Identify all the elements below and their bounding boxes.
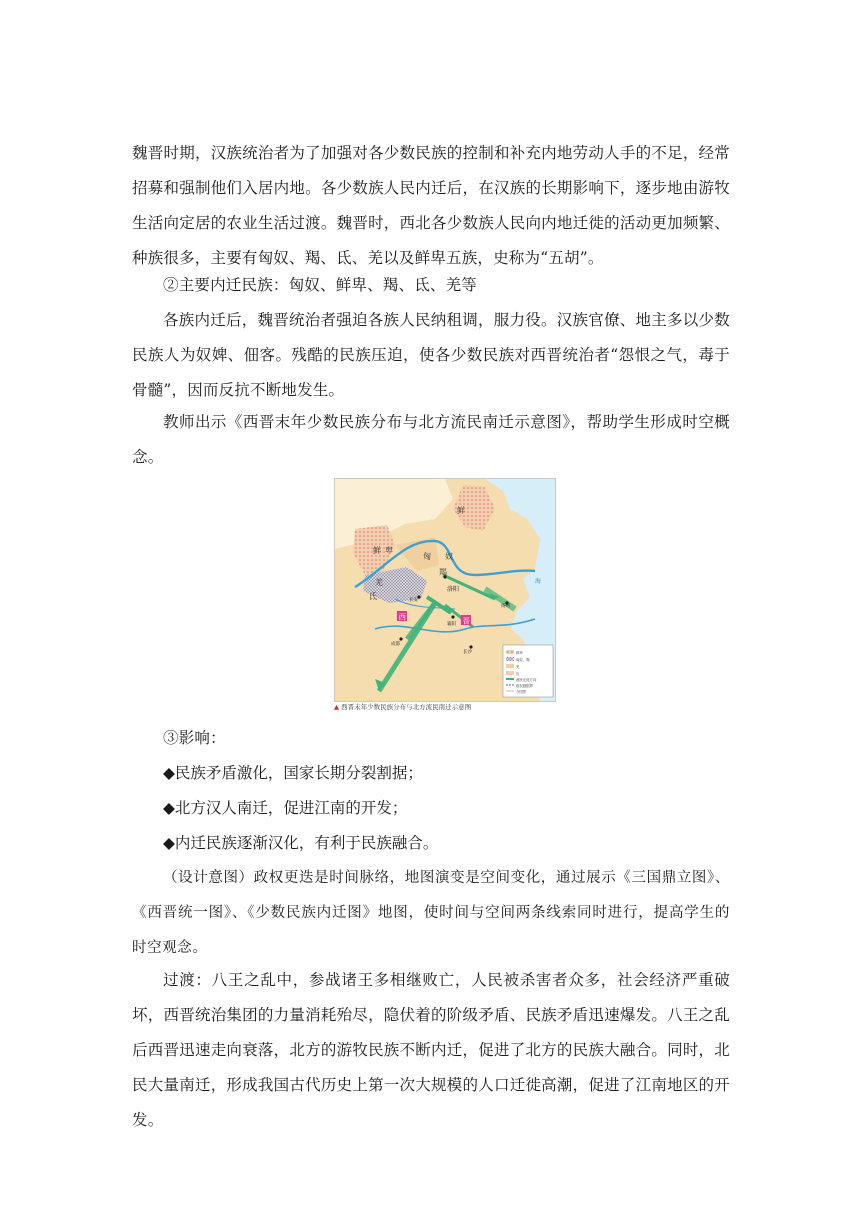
label-sea: 海 xyxy=(535,578,542,585)
label-luoyang: 洛阳 xyxy=(447,586,460,593)
label-qiang: 羌 xyxy=(375,578,383,587)
legend-xiongnu-jie: 匈奴、羯 xyxy=(516,658,530,662)
map-illustration xyxy=(335,479,555,701)
legend-regime-border: 政权割据界 xyxy=(516,684,533,688)
label-jin: 晋 xyxy=(462,616,470,626)
bullet-impact-2: ◆北方汉人南迁，促进江南的开发； xyxy=(163,799,408,817)
caption-marker: ▲ xyxy=(334,703,339,711)
bullet-impact-1: ◆民族矛盾激化，国家长期分裂割据； xyxy=(163,764,423,782)
paragraph-transition: 过渡：八王之乱中，参战诸王多相继败亡，人民被杀害者众多，社会经济严重破坏，西晋统治集团的力量消耗殆尽，隐伏着的阶级矛盾、民族矛盾迅速爆发。八王之乱后西晋迅速走向衰落，北方的游牧民族不断内迁，促进了北方的民族大融合。同时，北民大量南迁，形成我国古代历史上第一次大规模的人口迁徙高潮，促进了江南地区的开发。 xyxy=(132,971,730,1129)
label-di: 氐 xyxy=(369,592,377,601)
label-xi: 西 xyxy=(398,612,406,622)
label-yangzhou: 扬州 xyxy=(501,604,510,609)
bullet-impact-3: ◆内迁民族逐渐汉化，有利于民族融合。 xyxy=(163,834,439,852)
label-jie: 羯 xyxy=(439,568,447,577)
map-figure xyxy=(334,478,556,714)
label-xiongnu-1: 匈 xyxy=(423,552,431,561)
figure-caption xyxy=(334,702,556,711)
legend-qiang: 羌 xyxy=(516,665,520,669)
paragraph-main-ethnic-groups: ②主要内迁民族：匈奴、鲜卑、羯、氐、羌等 xyxy=(163,276,478,294)
legend-national-border: 今国界 xyxy=(516,690,527,694)
paragraph-design-intent: （设计意图）政权更迭是时间脉络，地图演变是空间变化，通过展示《三国鼎立图》、《西晋统一图》、《少数民族内迁图》地图，使时间与空间两条线索同时进行，提高学生的时空观念。 xyxy=(132,870,730,956)
label-changsha: 长沙 xyxy=(463,650,472,655)
label-xiangyang: 襄阳 xyxy=(447,622,456,627)
label-xianbei-top: 鲜 xyxy=(457,506,465,515)
legend-di: 氐 xyxy=(516,672,520,676)
legend-xianbei: 鲜卑 xyxy=(516,651,523,655)
label-xiongnu-2: 奴 xyxy=(445,552,453,561)
paragraph-impact-heading: ③影响： xyxy=(163,729,226,747)
paragraph-oppression: 各族内迁后，魏晋统治者强迫各族人民纳租调，服力役。汉族官僚、地主多以少数民族人为奴婢、佃客。残酷的民族压迫，使各少数民族对西晋统治者“怨恨之气，毒于骨髓”，因而反抗不断地发生。 xyxy=(132,311,730,399)
paragraph-intro: 魏晋时期，汉族统治者为了加强对各少数民族的控制和补充内地劳动人手的不足，经常招募和强制他们入居内地。各少数族人民内迁后，在汉族的长期影响下，逐步地由游牧生活向定居的农业生活过渡。魏晋时，西北各少数族人民向内地迁徙的活动更加频繁、种族很多，主要有匈奴、羯、氐、羌以及鲜卑五族，史称为“五胡”。 xyxy=(132,144,730,267)
paragraph-teacher-shows-map: 教师出示《西晋末年少数民族分布与北方流民南迁示意图》，帮助学生形成时空概念。 xyxy=(132,413,730,466)
caption-text: 西晋末年少数民族分布与北方流民南迁示意图 xyxy=(341,703,472,711)
label-changan: 长安 xyxy=(409,598,418,603)
label-chengdu: 成都 xyxy=(391,642,400,647)
legend-migration: 流民迁徙方向 xyxy=(516,678,537,682)
migration-map xyxy=(334,478,556,702)
label-xianbei-left-2: 卑 xyxy=(385,546,393,555)
label-xianbei-left-1: 鲜 xyxy=(373,546,381,555)
